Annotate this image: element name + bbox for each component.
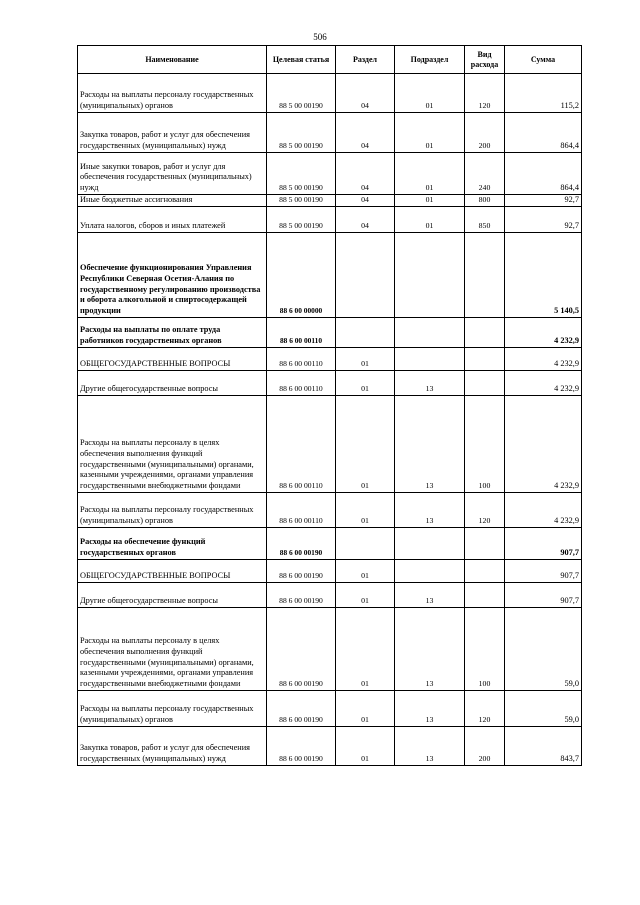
cell-section: 04 bbox=[336, 195, 395, 207]
cell-sum: 92,7 bbox=[505, 195, 582, 207]
cell-sum: 115,2 bbox=[505, 74, 582, 113]
cell-subsection: 13 bbox=[395, 583, 465, 608]
cell-name: Расходы на выплаты персоналу в целях обеспечения выполнения функций государственными (муниципальными) органами, казенными учреждениями, органами управления государственными внебюджетными фондами bbox=[78, 396, 267, 493]
table-row bbox=[78, 74, 582, 113]
cell-name: Расходы на выплаты персоналу государственных (муниципальных) органов bbox=[78, 74, 267, 113]
cell-sum: 5 140,5 bbox=[505, 233, 582, 318]
cell-target: 88 6 00 00000 bbox=[267, 233, 336, 318]
cell-section bbox=[336, 318, 395, 348]
table-row bbox=[78, 691, 582, 727]
cell-sum: 59,0 bbox=[505, 691, 582, 727]
cell-section: 01 bbox=[336, 396, 395, 493]
cell-subsection: 13 bbox=[395, 608, 465, 691]
cell-type: 120 bbox=[465, 493, 505, 528]
cell-target: 88 6 00 00190 bbox=[267, 560, 336, 583]
cell-type bbox=[465, 528, 505, 560]
cell-type: 120 bbox=[465, 74, 505, 113]
cell-section: 04 bbox=[336, 113, 395, 153]
header-type: Вид расхода bbox=[465, 46, 505, 74]
cell-section: 01 bbox=[336, 348, 395, 371]
cell-type: 200 bbox=[465, 113, 505, 153]
cell-type bbox=[465, 348, 505, 371]
cell-target: 88 6 00 00190 bbox=[267, 608, 336, 691]
cell-target: 88 5 00 00190 bbox=[267, 195, 336, 207]
cell-name: Расходы на выплаты персоналу государственных (муниципальных) органов bbox=[78, 493, 267, 528]
cell-sum: 4 232,9 bbox=[505, 493, 582, 528]
cell-section: 01 bbox=[336, 608, 395, 691]
cell-name: Расходы на выплаты персоналу в целях обеспечения выполнения функций государственными (муниципальными) органами, казенными учреждениями, органами управления государственными внебюджетными фондами bbox=[78, 608, 267, 691]
table-row bbox=[78, 318, 582, 348]
cell-subsection bbox=[395, 528, 465, 560]
cell-sum: 907,7 bbox=[505, 528, 582, 560]
cell-sum: 92,7 bbox=[505, 207, 582, 233]
cell-target: 88 6 00 00110 bbox=[267, 493, 336, 528]
cell-subsection: 01 bbox=[395, 195, 465, 207]
table-row bbox=[78, 528, 582, 560]
cell-name: Уплата налогов, сборов и иных платежей bbox=[78, 207, 267, 233]
cell-name: ОБЩЕГОСУДАРСТВЕННЫЕ ВОПРОСЫ bbox=[78, 560, 267, 583]
cell-section: 01 bbox=[336, 371, 395, 396]
cell-subsection: 13 bbox=[395, 371, 465, 396]
cell-sum: 907,7 bbox=[505, 560, 582, 583]
table-row bbox=[78, 113, 582, 153]
cell-subsection: 01 bbox=[395, 74, 465, 113]
cell-section bbox=[336, 233, 395, 318]
cell-subsection: 01 bbox=[395, 113, 465, 153]
cell-target: 88 6 00 00190 bbox=[267, 583, 336, 608]
cell-target: 88 6 00 00110 bbox=[267, 348, 336, 371]
cell-subsection: 01 bbox=[395, 207, 465, 233]
header-section: Раздел bbox=[336, 46, 395, 74]
table-row bbox=[78, 493, 582, 528]
cell-target: 88 5 00 00190 bbox=[267, 153, 336, 195]
cell-subsection: 13 bbox=[395, 727, 465, 766]
cell-type bbox=[465, 560, 505, 583]
cell-target: 88 6 00 00190 bbox=[267, 691, 336, 727]
cell-section: 01 bbox=[336, 493, 395, 528]
cell-subsection bbox=[395, 318, 465, 348]
cell-target: 88 5 00 00190 bbox=[267, 113, 336, 153]
cell-target: 88 5 00 00190 bbox=[267, 74, 336, 113]
cell-section: 01 bbox=[336, 560, 395, 583]
cell-section bbox=[336, 528, 395, 560]
cell-subsection bbox=[395, 560, 465, 583]
cell-section: 04 bbox=[336, 74, 395, 113]
header-sum: Сумма bbox=[505, 46, 582, 74]
cell-sum: 864,4 bbox=[505, 113, 582, 153]
cell-type: 800 bbox=[465, 195, 505, 207]
cell-sum: 4 232,9 bbox=[505, 396, 582, 493]
cell-name: Иные бюджетные ассигнования bbox=[78, 195, 267, 207]
table-row bbox=[78, 348, 582, 371]
cell-sum: 4 232,9 bbox=[505, 371, 582, 396]
cell-name: Закупка товаров, работ и услуг для обеспечения государственных (муниципальных) нужд bbox=[78, 113, 267, 153]
cell-name: ОБЩЕГОСУДАРСТВЕННЫЕ ВОПРОСЫ bbox=[78, 348, 267, 371]
cell-name: Расходы на выплаты по оплате труда работников государственных органов bbox=[78, 318, 267, 348]
cell-subsection: 13 bbox=[395, 691, 465, 727]
table-row bbox=[78, 560, 582, 583]
cell-subsection: 13 bbox=[395, 396, 465, 493]
cell-sum: 864,4 bbox=[505, 153, 582, 195]
cell-name: Закупка товаров, работ и услуг для обеспечения государственных (муниципальных) нужд bbox=[78, 727, 267, 766]
cell-name: Иные закупки товаров, работ и услуг для обеспечения государственных (муниципальных) нужд bbox=[78, 153, 267, 195]
cell-name: Другие общегосударственные вопросы bbox=[78, 583, 267, 608]
cell-sum: 4 232,9 bbox=[505, 348, 582, 371]
cell-name: Расходы на обеспечение функций государственных органов bbox=[78, 528, 267, 560]
cell-subsection bbox=[395, 233, 465, 318]
cell-section: 01 bbox=[336, 727, 395, 766]
cell-type bbox=[465, 371, 505, 396]
cell-type: 200 bbox=[465, 727, 505, 766]
table-row bbox=[78, 195, 582, 207]
cell-sum: 843,7 bbox=[505, 727, 582, 766]
cell-section: 04 bbox=[336, 207, 395, 233]
cell-target: 88 6 00 00110 bbox=[267, 371, 336, 396]
cell-section: 01 bbox=[336, 583, 395, 608]
cell-type: 850 bbox=[465, 207, 505, 233]
cell-type: 240 bbox=[465, 153, 505, 195]
cell-sum: 907,7 bbox=[505, 583, 582, 608]
cell-target: 88 5 00 00190 bbox=[267, 207, 336, 233]
cell-type bbox=[465, 318, 505, 348]
header-subsection: Подраздел bbox=[395, 46, 465, 74]
cell-target: 88 6 00 00110 bbox=[267, 318, 336, 348]
cell-type: 100 bbox=[465, 608, 505, 691]
table-row bbox=[78, 608, 582, 691]
header-target: Целевая статья bbox=[267, 46, 336, 74]
budget-table bbox=[77, 45, 582, 766]
cell-name: Расходы на выплаты персоналу государственных (муниципальных) органов bbox=[78, 691, 267, 727]
table-row bbox=[78, 233, 582, 318]
cell-type: 120 bbox=[465, 691, 505, 727]
header-name: Наименование bbox=[78, 46, 267, 74]
cell-target: 88 6 00 00190 bbox=[267, 727, 336, 766]
table-row bbox=[78, 396, 582, 493]
cell-type: 100 bbox=[465, 396, 505, 493]
table-row bbox=[78, 153, 582, 195]
cell-name: Другие общегосударственные вопросы bbox=[78, 371, 267, 396]
cell-section: 04 bbox=[336, 153, 395, 195]
page-number: 506 bbox=[313, 32, 327, 42]
cell-name: Обеспечение функционирования Управления Республики Северная Осетия-Алания по государственному регулированию производства и оборота алкогольной и спиртосодержащей продукции bbox=[78, 233, 267, 318]
cell-target: 88 6 00 00110 bbox=[267, 396, 336, 493]
table-row bbox=[78, 583, 582, 608]
table-row bbox=[78, 207, 582, 233]
cell-subsection: 13 bbox=[395, 493, 465, 528]
table-header-row bbox=[78, 46, 582, 74]
cell-sum: 4 232,9 bbox=[505, 318, 582, 348]
table-row bbox=[78, 371, 582, 396]
cell-type bbox=[465, 233, 505, 318]
cell-sum: 59,0 bbox=[505, 608, 582, 691]
cell-section: 01 bbox=[336, 691, 395, 727]
cell-subsection bbox=[395, 348, 465, 371]
cell-subsection: 01 bbox=[395, 153, 465, 195]
cell-target: 88 6 00 00190 bbox=[267, 528, 336, 560]
cell-type bbox=[465, 583, 505, 608]
table-row bbox=[78, 727, 582, 766]
